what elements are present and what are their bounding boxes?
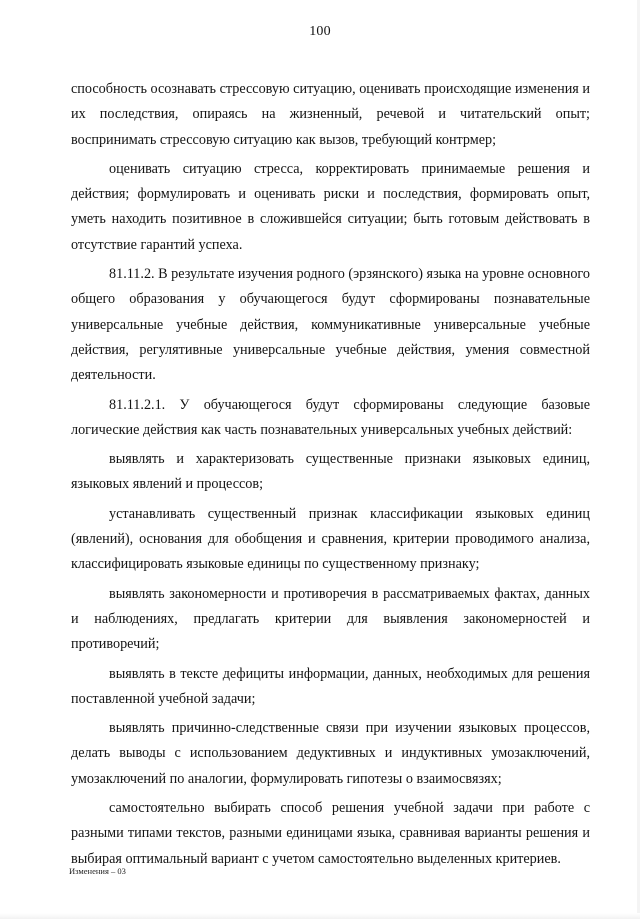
document-body [71, 77, 590, 872]
paragraph: 81.11.2.1. У обучающегося будут сформированы следующие базовые логические действия как часть познавательных универсальных учебных действий: [71, 396, 590, 438]
paragraph: способность осознавать стрессовую ситуацию, оценивать происходящие изменения и их последствия, опираясь на жизненный, речевой и читательский опыт; воспринимать стрессовую ситуацию как вызов, требующий контрмер; [71, 81, 590, 148]
paragraph: 81.11.2. В результате изучения родного (эрзянского) языка на уровне основного общего образования у обучающегося будут сформированы познавательные универсальные учебные действия, коммуникативные универсальные учебные действия, регулятивные универсальные учебные действия, умения совместной деятельности. [71, 266, 590, 384]
paragraph: выявлять и характеризовать существенные признаки языковых единиц, языковых явлений и процессов; [71, 451, 590, 493]
page-bottom-edge [0, 913, 640, 919]
paragraph: самостоятельно выбирать способ решения учебной задачи при работе с разными типами текстов, разными единицами языка, сравнивая варианты решения и выбирая оптимальный вариант с учетом самостоятельно выделенных критериев. [71, 800, 590, 867]
paragraph: оценивать ситуацию стресса, корректировать принимаемые решения и действия; формулировать и оценивать риски и последствия, формировать опыт, уметь находить позитивное в сложившейся ситуации; быть готовым действовать в отсутствие гарантий успеха. [71, 160, 590, 253]
paragraph: выявлять в тексте дефициты информации, данных, необходимых для решения поставленной учебной задачи; [71, 665, 590, 707]
paragraph: устанавливать существенный признак классификации языковых единиц (явлений), основания для обобщения и сравнения, критерии проводимого анализа, классифицировать языковые единицы по существенному признаку; [71, 505, 590, 573]
footer-revision-note: Изменения – 03 [69, 866, 126, 876]
paragraph: выявлять причинно-следственные связи при изучении языковых процессов, делать выводы с использованием дедуктивных и индуктивных умозаключений, умозаключений по аналогии, формулировать гипотезы о взаимосвязях; [71, 720, 590, 787]
paragraph: выявлять закономерности и противоречия в рассматриваемых фактах, данных и наблюдениях, предлагать критерии для выявления закономерностей и противоречий; [71, 585, 590, 653]
page-number: 100 [309, 24, 331, 39]
